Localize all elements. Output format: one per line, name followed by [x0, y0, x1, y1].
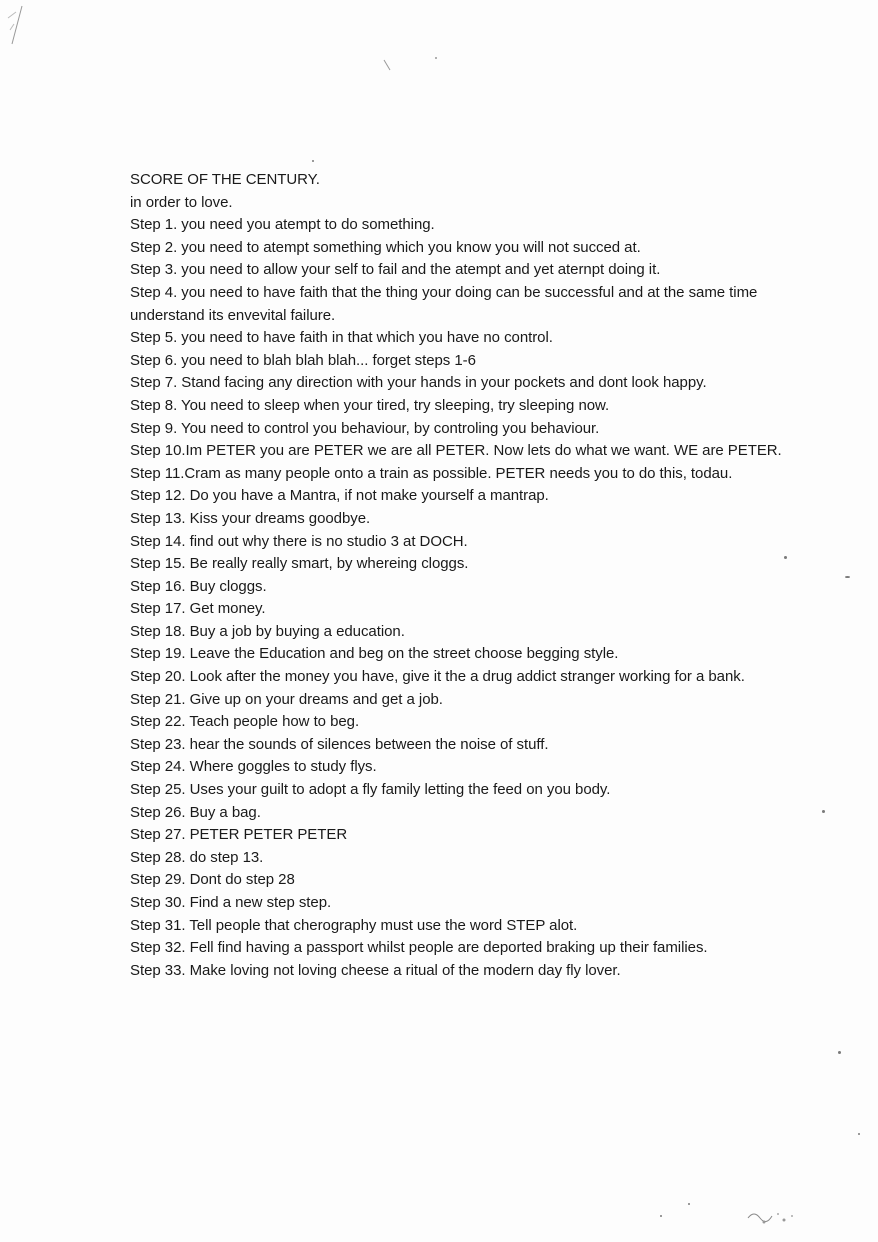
- step-17: Step 17. Get money.: [130, 600, 266, 618]
- step-31: Step 31. Tell people that cherography must use the word STEP alot.: [130, 916, 578, 934]
- scan-mark-top-center: [376, 56, 446, 78]
- step-10: Step 10.Im PETER you are PETER we are all PETER. Now lets do what we want. WE are PETER.: [130, 442, 782, 460]
- scan-mark-top-left: [4, 4, 28, 50]
- scan-speck: [822, 810, 825, 813]
- step-6: Step 6. you need to blah blah blah... forget steps 1-6: [130, 351, 476, 369]
- step-2: Step 2. you need to atempt something which you know you will not succed at.: [130, 238, 641, 256]
- step-7: Step 7. Stand facing any direction with your hands in your pockets and dont look happy.: [130, 374, 707, 392]
- document-body: [130, 169, 790, 982]
- scan-speck: [312, 160, 314, 162]
- scan-speck: [688, 1203, 690, 1205]
- step-19: Step 19. Leave the Education and beg on the street choose begging style.: [130, 645, 619, 663]
- step-12: Step 12. Do you have a Mantra, if not make yourself a mantrap.: [130, 487, 549, 505]
- scan-speck: [858, 1133, 860, 1135]
- step-3: Step 3. you need to allow your self to fail and the atempt and yet aternpt doing it.: [130, 261, 661, 279]
- step-5: Step 5. you need to have faith in that which you have no control.: [130, 329, 553, 347]
- step-29: Step 29. Dont do step 28: [130, 871, 295, 889]
- step-4: Step 4. you need to have faith that the thing your doing can be successful and at the same time understand its envevital failure.: [130, 283, 758, 324]
- step-20: Step 20. Look after the money you have, give it the a drug addict stranger working for a bank.: [130, 668, 745, 686]
- step-8: Step 8. You need to sleep when your tired, try sleeping, try sleeping now.: [130, 396, 610, 414]
- step-9: Step 9. You need to control you behaviour, by controling you behaviour.: [130, 419, 600, 437]
- step-16: Step 16. Buy cloggs.: [130, 577, 267, 595]
- step-13: Step 13. Kiss your dreams goodbye.: [130, 509, 371, 527]
- scan-speck: [845, 576, 850, 578]
- step-18: Step 18. Buy a job by buying a education.: [130, 622, 405, 640]
- step-22: Step 22. Teach people how to beg.: [130, 713, 360, 731]
- step-23: Step 23. hear the sounds of silences between the noise of stuff.: [130, 735, 549, 753]
- step-11: Step 11.Cram as many people onto a train as possible. PETER needs you to do this, todau.: [130, 464, 733, 482]
- scan-speck: [838, 1051, 841, 1054]
- scan-speck: [660, 1215, 662, 1217]
- step-21: Step 21. Give up on your dreams and get a job.: [130, 690, 443, 708]
- step-26: Step 26. Buy a bag.: [130, 803, 261, 821]
- document-subtitle: in order to love.: [130, 193, 233, 211]
- document-title: SCORE OF THE CENTURY.: [130, 171, 320, 188]
- scan-smudge-bottom-right: [744, 1204, 804, 1232]
- step-14: Step 14. find out why there is no studio 3 at DOCH.: [130, 532, 468, 550]
- step-28: Step 28. do step 13.: [130, 848, 264, 866]
- step-27: Step 27. PETER PETER PETER: [130, 826, 348, 844]
- step-24: Step 24. Where goggles to study flys.: [130, 758, 377, 776]
- step-1: Step 1. you need you atempt to do something.: [130, 216, 435, 234]
- step-32: Step 32. Fell find having a passport whilst people are deported braking up their families.: [130, 939, 708, 957]
- step-25: Step 25. Uses your guilt to adopt a fly family letting the feed on you body.: [130, 781, 611, 799]
- step-30: Step 30. Find a new step step.: [130, 894, 332, 911]
- step-15: Step 15. Be really really smart, by whereing cloggs.: [130, 555, 469, 573]
- step-33: Step 33. Make loving not loving cheese a ritual of the modern day fly lover.: [130, 961, 621, 979]
